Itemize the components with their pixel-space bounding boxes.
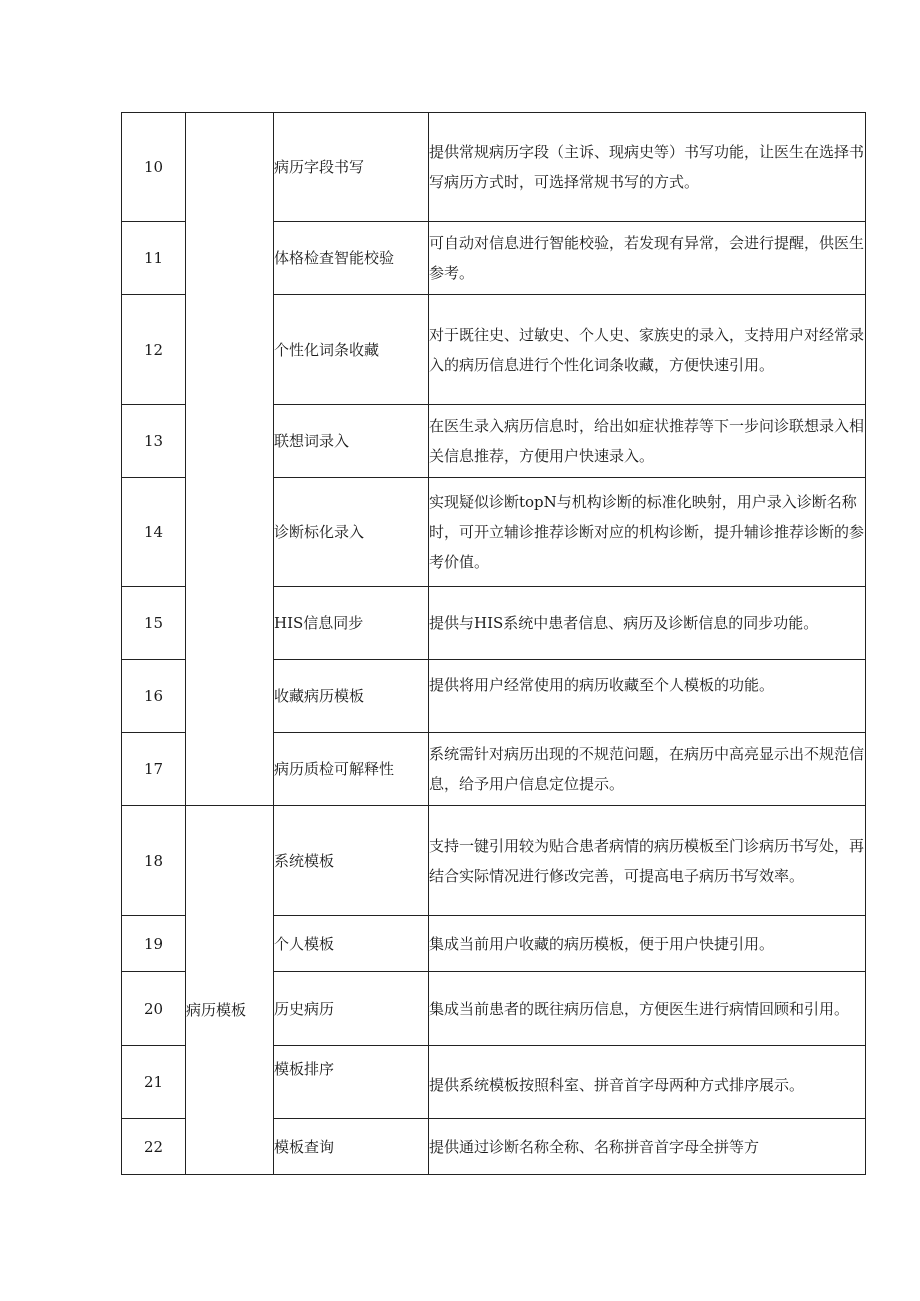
feature-name: 诊断标化录入 bbox=[274, 478, 429, 587]
feature-description: 提供常规病历字段（主诉、现病史等）书写功能，让医生在选择书写病历方式时，可选择常规书写的方式。 bbox=[429, 113, 866, 222]
row-number: 17 bbox=[122, 733, 186, 806]
row-number: 21 bbox=[122, 1046, 186, 1119]
table-row bbox=[122, 113, 866, 222]
row-number: 12 bbox=[122, 295, 186, 405]
feature-name: 个性化词条收藏 bbox=[274, 295, 429, 405]
feature-name: 体格检查智能校验 bbox=[274, 222, 429, 295]
feature-description: 在医生录入病历信息时，给出如症状推荐等下一步问诊联想录入相关信息推荐，方便用户快速录入。 bbox=[429, 405, 866, 478]
feature-description: 集成当前用户收藏的病历模板，便于用户快捷引用。 bbox=[429, 916, 866, 972]
feature-name: 病历字段书写 bbox=[274, 113, 429, 222]
feature-description: 提供将用户经常使用的病历收藏至个人模板的功能。 bbox=[429, 660, 866, 733]
feature-name: 系统模板 bbox=[274, 806, 429, 916]
row-number: 11 bbox=[122, 222, 186, 295]
row-number: 16 bbox=[122, 660, 186, 733]
feature-name: HIS信息同步 bbox=[274, 587, 429, 660]
row-number: 14 bbox=[122, 478, 186, 587]
row-number: 13 bbox=[122, 405, 186, 478]
feature-name: 历史病历 bbox=[274, 972, 429, 1046]
feature-name: 收藏病历模板 bbox=[274, 660, 429, 733]
feature-description: 提供系统模板按照科室、拼音首字母两种方式排序展示。 bbox=[429, 1046, 866, 1119]
feature-description: 对于既往史、过敏史、个人史、家族史的录入，支持用户对经常录入的病历信息进行个性化词条收藏，方便快速引用。 bbox=[429, 295, 866, 405]
feature-description: 提供与HIS系统中患者信息、病历及诊断信息的同步功能。 bbox=[429, 587, 866, 660]
feature-description: 支持一键引用较为贴合患者病情的病历模板至门诊病历书写处，再结合实际情况进行修改完善，可提高电子病历书写效率。 bbox=[429, 806, 866, 916]
requirements-table bbox=[121, 112, 866, 1175]
feature-description: 提供通过诊断名称全称、名称拼音首字母全拼等方 bbox=[429, 1119, 866, 1175]
category-cell: 病历模板 bbox=[186, 806, 274, 1175]
category-cell-continued bbox=[186, 113, 274, 806]
row-number: 22 bbox=[122, 1119, 186, 1175]
row-number: 18 bbox=[122, 806, 186, 916]
row-number: 15 bbox=[122, 587, 186, 660]
feature-name: 模板排序 bbox=[274, 1046, 429, 1119]
feature-description: 系统需针对病历出现的不规范问题，在病历中高亮显示出不规范信息，给予用户信息定位提示。 bbox=[429, 733, 866, 806]
feature-description: 可自动对信息进行智能校验，若发现有异常，会进行提醒，供医生参考。 bbox=[429, 222, 866, 295]
table-row bbox=[122, 806, 866, 916]
row-number: 20 bbox=[122, 972, 186, 1046]
feature-name: 模板查询 bbox=[274, 1119, 429, 1175]
row-number: 19 bbox=[122, 916, 186, 972]
feature-description: 集成当前患者的既往病历信息，方便医生进行病情回顾和引用。 bbox=[429, 972, 866, 1046]
row-number: 10 bbox=[122, 113, 186, 222]
feature-name: 联想词录入 bbox=[274, 405, 429, 478]
feature-name: 病历质检可解释性 bbox=[274, 733, 429, 806]
feature-description: 实现疑似诊断topN与机构诊断的标准化映射，用户录入诊断名称时，可开立辅诊推荐诊断对应的机构诊断，提升辅诊推荐诊断的参考价值。 bbox=[429, 478, 866, 587]
feature-name: 个人模板 bbox=[274, 916, 429, 972]
